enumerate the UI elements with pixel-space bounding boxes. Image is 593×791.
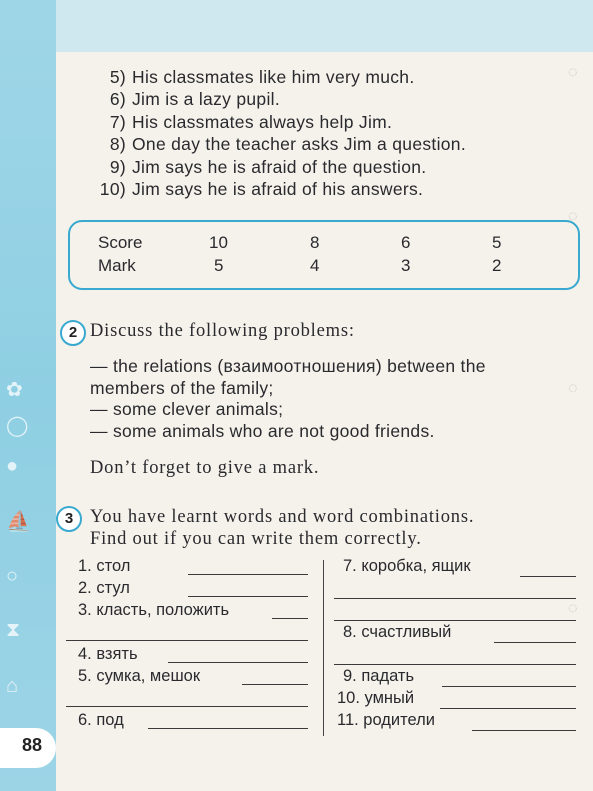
house-icon: ⌂ [6, 675, 19, 697]
vocab-word: 3. класть, положить [78, 601, 230, 619]
right-margin-circle-icon: ◌ [568, 208, 578, 225]
answer-line[interactable] [272, 618, 308, 619]
vocab-word: 7. коробка, ящик [343, 557, 471, 575]
answer-line[interactable] [442, 686, 576, 687]
answer-line[interactable] [334, 664, 576, 665]
vocab-word: 11. родители [337, 711, 435, 729]
exercise-2-item: — some animals who are not good friends. [90, 421, 435, 441]
statement-item [86, 111, 556, 133]
statement-text: His classmates always help Jim. [132, 111, 393, 132]
statement-item [86, 178, 556, 200]
vocab-word: 10. умный [337, 689, 415, 707]
exercise-2-number-badge: 2 [60, 320, 86, 346]
answer-line[interactable] [66, 640, 308, 641]
flower-icon: ✿ [6, 379, 23, 401]
ball-icon: ● [6, 455, 19, 477]
answer-line[interactable] [472, 730, 576, 731]
answer-line[interactable] [334, 598, 576, 599]
vocab-word: 9. падать [343, 667, 415, 685]
mark-value: 2 [492, 256, 502, 275]
statement-number: 5) [109, 67, 126, 87]
answer-line[interactable] [188, 596, 308, 597]
circle-outline-icon: ○ [6, 565, 19, 587]
statement-text: His classmates like him very much. [132, 67, 415, 87]
vocab-word: 6. под [78, 711, 124, 729]
statement-item [86, 133, 556, 155]
exercise-2-item: — the relations (взаимоотношения) between the [90, 356, 486, 376]
score-value: 8 [310, 233, 320, 252]
vocab-word: 2. стул [78, 579, 130, 597]
answer-line[interactable] [168, 662, 308, 663]
statement-text: One day the teacher asks Jim a question. [132, 134, 466, 155]
score-value: 5 [492, 233, 502, 252]
answer-line[interactable] [66, 706, 308, 707]
vocab-word: 8. счастливый [343, 623, 452, 641]
exercise-3-instruction: You have learnt words and word combinations. [90, 507, 475, 527]
mark-value: 5 [214, 256, 224, 275]
right-margin-circle-icon: ◌ [568, 64, 578, 81]
statement-text: Jim is a lazy pupil. [132, 89, 280, 110]
answer-line[interactable] [520, 576, 576, 577]
statement-text: Jim says he is afraid of his answers. [132, 178, 424, 199]
score-value: 6 [401, 233, 411, 252]
statement-number: 6) [109, 89, 126, 110]
exercise-2-item: members of the family; [90, 378, 274, 398]
vocab-word: 4. взять [78, 645, 138, 663]
exercise-2-item: — some clever animals; [90, 399, 284, 419]
score-value: 10 [209, 233, 228, 252]
mark-label: Mark [98, 256, 136, 275]
statement-text: Jim says he is afraid of the question. [132, 156, 427, 177]
statement-list [86, 66, 556, 200]
page-number-tab [0, 728, 56, 768]
score-label: Score [98, 233, 143, 252]
answer-line[interactable] [148, 728, 308, 729]
vocab-word: 5. сумка, мешок [78, 667, 201, 685]
vocab-word: 1. стол [78, 557, 131, 575]
answer-line[interactable] [334, 620, 576, 621]
answer-line[interactable] [242, 684, 308, 685]
statement-number: 9) [109, 156, 126, 177]
exercise-2-instruction: Discuss the following problems: [90, 321, 355, 341]
answer-line[interactable] [440, 708, 576, 709]
statement-number: 10) [99, 178, 126, 199]
ring-icon: ◯ [6, 415, 29, 437]
decorative-sidebar [0, 0, 56, 791]
statement-item [86, 88, 556, 110]
sailboat-icon: ⛵ [6, 511, 31, 533]
answer-line[interactable] [494, 642, 576, 643]
page-number: 88 [22, 735, 43, 755]
score-mark-table [68, 220, 580, 290]
exercise-2-note: Don’t forget to give a mark. [90, 458, 320, 478]
statement-item [86, 66, 556, 88]
hourglass-icon: ⧗ [6, 619, 21, 641]
exercise-3-number-badge: 3 [56, 506, 82, 532]
mark-value: 3 [401, 256, 411, 275]
statement-item [86, 156, 556, 178]
answer-line[interactable] [188, 574, 308, 575]
mark-value: 4 [310, 256, 320, 275]
top-margin-strip [0, 0, 593, 52]
statement-number: 7) [109, 111, 126, 132]
right-margin-circle-icon: ◌ [568, 600, 578, 617]
column-divider [323, 560, 324, 736]
statement-number: 8) [109, 134, 126, 155]
exercise-3-instruction: Find out if you can write them correctly. [90, 529, 422, 549]
right-margin-circle-icon: ◌ [568, 380, 578, 397]
